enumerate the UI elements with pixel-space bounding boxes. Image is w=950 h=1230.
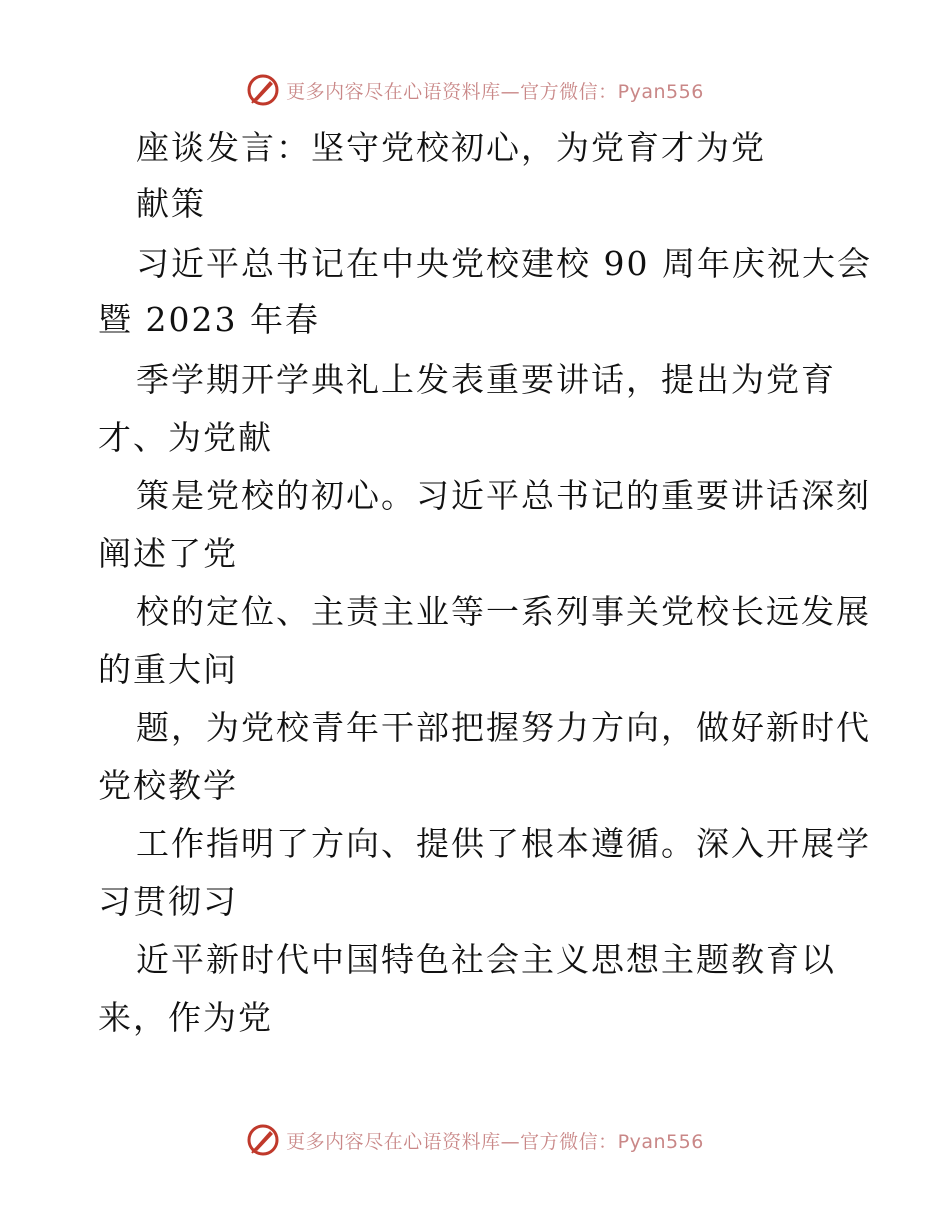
- text-line: 题，为党校青年干部把握努力方向，做好新时代: [136, 708, 871, 747]
- text-line: 习贯彻习: [98, 882, 238, 921]
- text-line: 习近平总书记在中央党校建校 90 周年庆祝大会: [136, 244, 872, 283]
- text-line: 来，作为党: [98, 998, 273, 1037]
- text-line: 献策: [136, 184, 206, 223]
- text-line: 校的定位、主责主业等一系列事关党校长远发展: [136, 592, 871, 631]
- text-line: 近平新时代中国特色社会主义思想主题教育以: [136, 940, 836, 979]
- text-line: 党校教学: [98, 766, 238, 805]
- text-line: 暨 2023 年春: [98, 300, 320, 339]
- quill-logo-icon: [246, 1123, 280, 1157]
- text-line: 座谈发言：坚守党校初心，为党育才为党: [136, 128, 766, 167]
- watermark-group: [246, 1123, 704, 1157]
- text-line: 才、为党献: [98, 418, 273, 457]
- text-line: 的重大问: [98, 650, 238, 689]
- watermark-text: 更多内容尽在心语资料库—官方微信：Pyan556: [286, 80, 704, 103]
- watermark-text: 更多内容尽在心语资料库—官方微信：Pyan556: [286, 1130, 704, 1153]
- text-line: 工作指明了方向、提供了根本遵循。深入开展学: [136, 824, 871, 863]
- text-line: 策是党校的初心。习近平总书记的重要讲话深刻: [136, 476, 871, 515]
- text-line: 阐述了党: [98, 534, 238, 573]
- quill-logo-icon: [246, 73, 280, 107]
- text-line: 季学期开学典礼上发表重要讲话，提出为党育: [136, 360, 836, 399]
- footer-watermark: [0, 1120, 950, 1160]
- header-watermark: [0, 70, 950, 110]
- watermark-group: [246, 73, 704, 107]
